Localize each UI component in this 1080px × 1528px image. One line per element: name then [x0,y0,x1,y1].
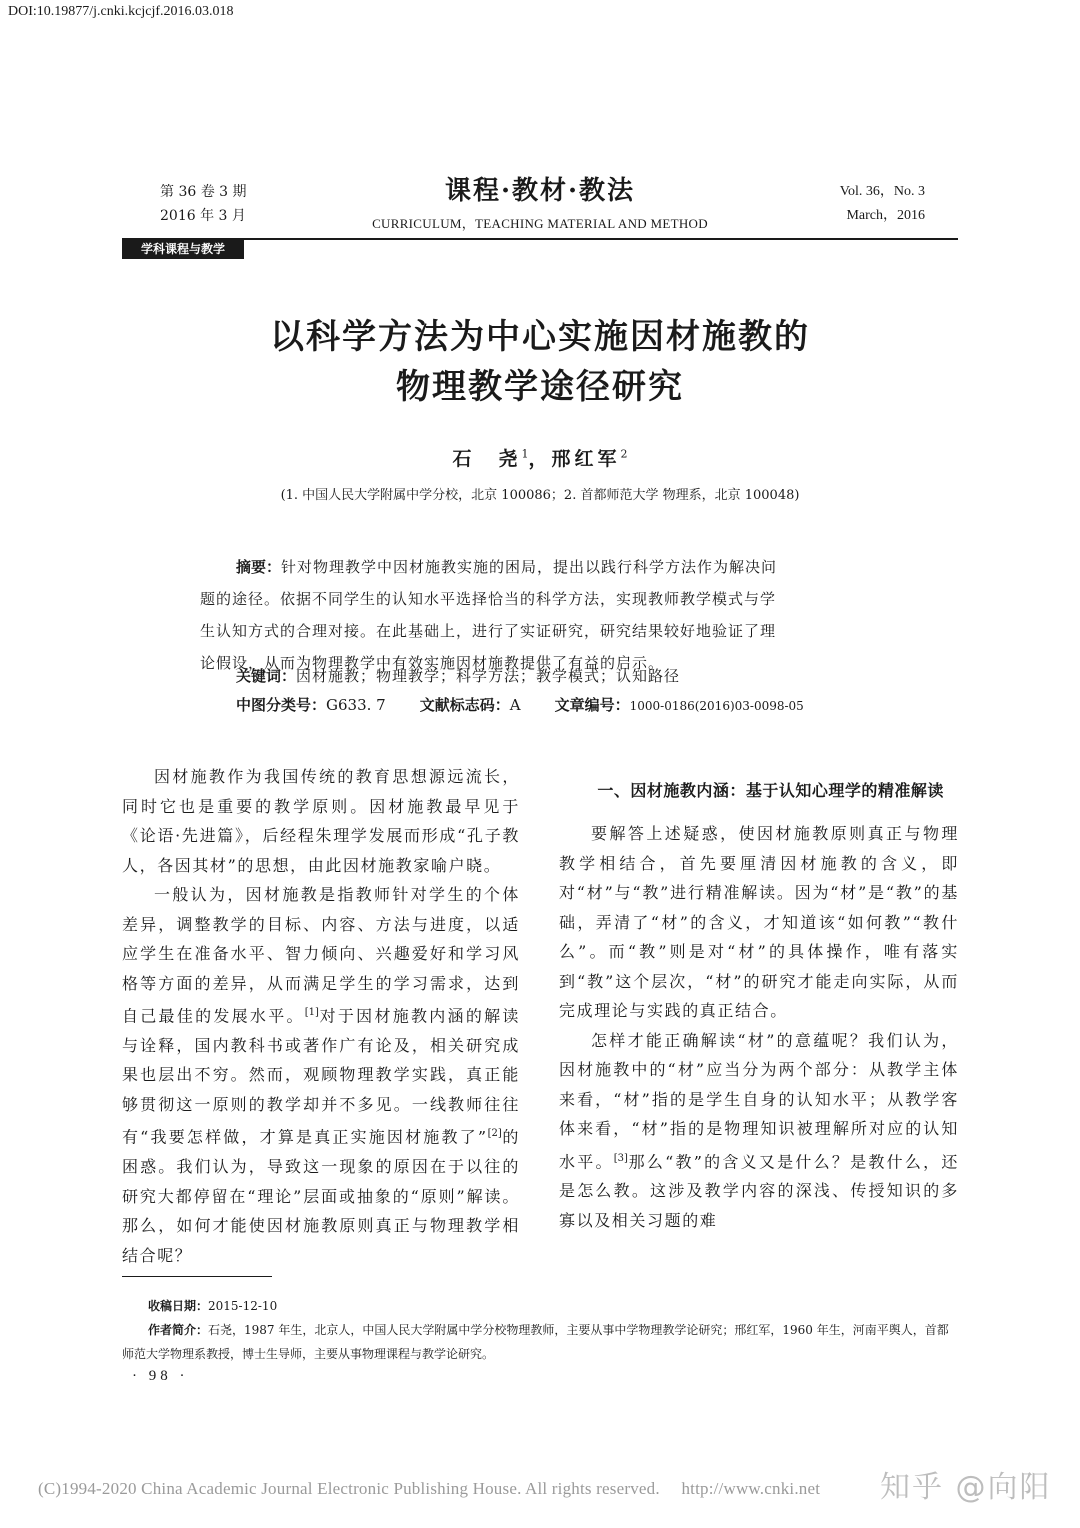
abstract-line-2: 题的途径。依据不同学生的认知水平选择恰当的科学方法，实现教师教学模式与学 [200,590,777,608]
header-divider [122,238,958,240]
right-paragraph-2-part-b: 那么“教”的含义又是什么？是教什么，还是怎么教。这涉及教学内容的深浅、传授知识的多寡以及相关习题的难 [559,1151,959,1230]
doi-line[interactable]: DOI:10.19877/j.cnki.kcjcjf.2016.03.018 [8,4,234,19]
abstract [200,551,882,679]
left-paragraph-2-part-a: 一般认为，因材施教是指教师针对学生的个体差异，调整教学的目标、内容、方法与进度，以适应学生在准备水平、智力倾向、兴趣爱好和学习风格等方面的差异，从而满足学生的学习需求，达到自己最佳的发展水平。 [122,885,520,1026]
clc-value: G633. 7 [326,696,386,714]
abstract-label: 摘要： [236,558,282,576]
author-1-affil-mark: 1 [521,447,529,461]
section-tag: 学科课程与教学 [122,239,244,259]
abstract-line-4: 论假设，从而为物理教学中有效实施因材施教提供了有益的启示。 [200,654,665,672]
body-column-left [122,762,520,1270]
bio-text: 石尧，1987 年生，北京人，中国人民大学附属中学分校物理教师，主要从事中学物理教学论研究；邢红军，1960 年生，河南平舆人，首都师范大学物理系教授，博士生导师，主要从事物理课程与教学论研究。 [122,1323,949,1361]
doc-code-value: A [509,696,521,714]
header-volume-en [840,180,925,228]
citation-3[interactable]: [3] [613,1152,628,1164]
bio-label: 作者简介： [148,1323,209,1337]
left-paragraph-2-part-b: 对于因材施教内涵的解读与诠释，国内教科书或著作广有论及，相关研究成果也层出不穷。然而，观顾物理教学实践，真正能够贯彻这一原则的教学却并不多见。一线教师往往有“我要怎样做，才算是真正实施因材施教了” [122,1006,520,1147]
page-number: · 98 · [132,1368,189,1384]
author-list [150,444,930,471]
affiliations: (1. 中国人民大学附属中学分校，北京 100086；2. 首都师范大学 物理系，北京 100048) [280,488,800,503]
journal-name-en: CURRICULUM，TEACHING MATERIAL AND METHOD [372,216,708,231]
author-1: 石 尧 [452,448,522,470]
header-volume-cn [160,180,247,228]
left-paragraph-1: 因材施教作为我国传统的教育思想源远流长，同时它也是重要的教学原则。因材施教最早见于《论语·先进篇》，后经程朱理学发展而形成“孔子教人，各因其材”的思想，由此因材施教家喻户晓。 [122,767,520,875]
journal-name-cn: 课程·教材·教法 [444,176,636,206]
volume-cn: 第 36 卷 3 期 [160,184,247,200]
journal-masthead [330,170,750,232]
zhihu-watermark: 知乎 @向阳 [880,1470,1052,1505]
article-number-value: 1000-0186(2016)03-0098-05 [629,699,804,713]
received-label: 收稿日期： [148,1299,209,1313]
citation-1[interactable]: [1] [304,1007,319,1018]
article-number-label: 文章编号： [554,696,630,714]
title-line-2: 物理教学途径研究 [396,367,684,407]
left-paragraph-2 [122,880,520,1270]
footnotes [122,1294,958,1366]
doc-code-label: 文献标志码： [419,696,510,714]
section-heading-1: 一、因材施教内涵：基于认知心理学的精准解读 [597,781,944,800]
body-column-right [559,776,959,1235]
citation-2[interactable]: [2] [487,1128,502,1140]
author-separator: ， [528,448,552,470]
footnote-divider [122,1276,272,1277]
right-paragraph-1: 要解答上述疑惑，使因材施教原则真正与物理教学相结合，首先要厘清因材施教的含义，即对“材”与“教”进行精准解读。因为“材”是“教”的基础，弄清了“材”的含义，才知道该“如何教”“教什么”。而“教”则是对“材”的具体操作，唯有落实到“教”这个层次，“材”的研究才能走向实际，从而完成理论与实践的真正结合。 [559,824,959,1020]
clc-label: 中图分类号： [236,696,327,714]
article-title [150,312,930,412]
keywords-text: 因材施教；物理教学；科学方法；教学模式；认知路径 [296,667,681,685]
volume-en: Vol. 36，No. 3 [839,184,925,199]
right-paragraph-2 [559,1026,959,1236]
date-en: March，2016 [846,208,925,223]
copyright-notice: (C)1994-2020 China Academic Journal Electronic Publishing House. All rights reserved. http://www.cnki.net [38,1479,821,1498]
title-line-1: 以科学方法为中心实施因材施教的 [270,317,810,357]
abstract-line-1: 针对物理教学中因材施教实施的困局，提出以践行科学方法作为解决问 [281,558,778,576]
classification-line [236,694,804,715]
date-cn: 2016 年 3 月 [160,208,246,224]
right-paragraph-2-part-a: 怎样才能正确解读“材”的意蕴呢？我们认为，因材施教中的“材”应当分为两个部分：从教学主体来看，“材”指的是学生自身的认知水平；从教学客体来看，“材”指的是物理知识被理解所对应的认知水平。 [559,1030,959,1171]
author-2-affil-mark: 2 [620,447,628,461]
abstract-line-3: 生认知方式的合理对接。在此基础上，进行了实证研究，研究结果较好地验证了理 [200,622,777,640]
keywords [236,665,680,686]
author-2: 邢红军 [551,448,621,470]
keywords-label: 关键词： [236,667,297,685]
received-date: 2015-12-10 [208,1299,278,1313]
left-paragraph-2-part-c: 的困惑。我们认为，导致这一现象的原因在于以往的研究大都停留在“理论”层面或抽象的“原则”解读。那么，如何才能使因材施教原则真正与物理教学相结合呢？ [122,1127,520,1265]
